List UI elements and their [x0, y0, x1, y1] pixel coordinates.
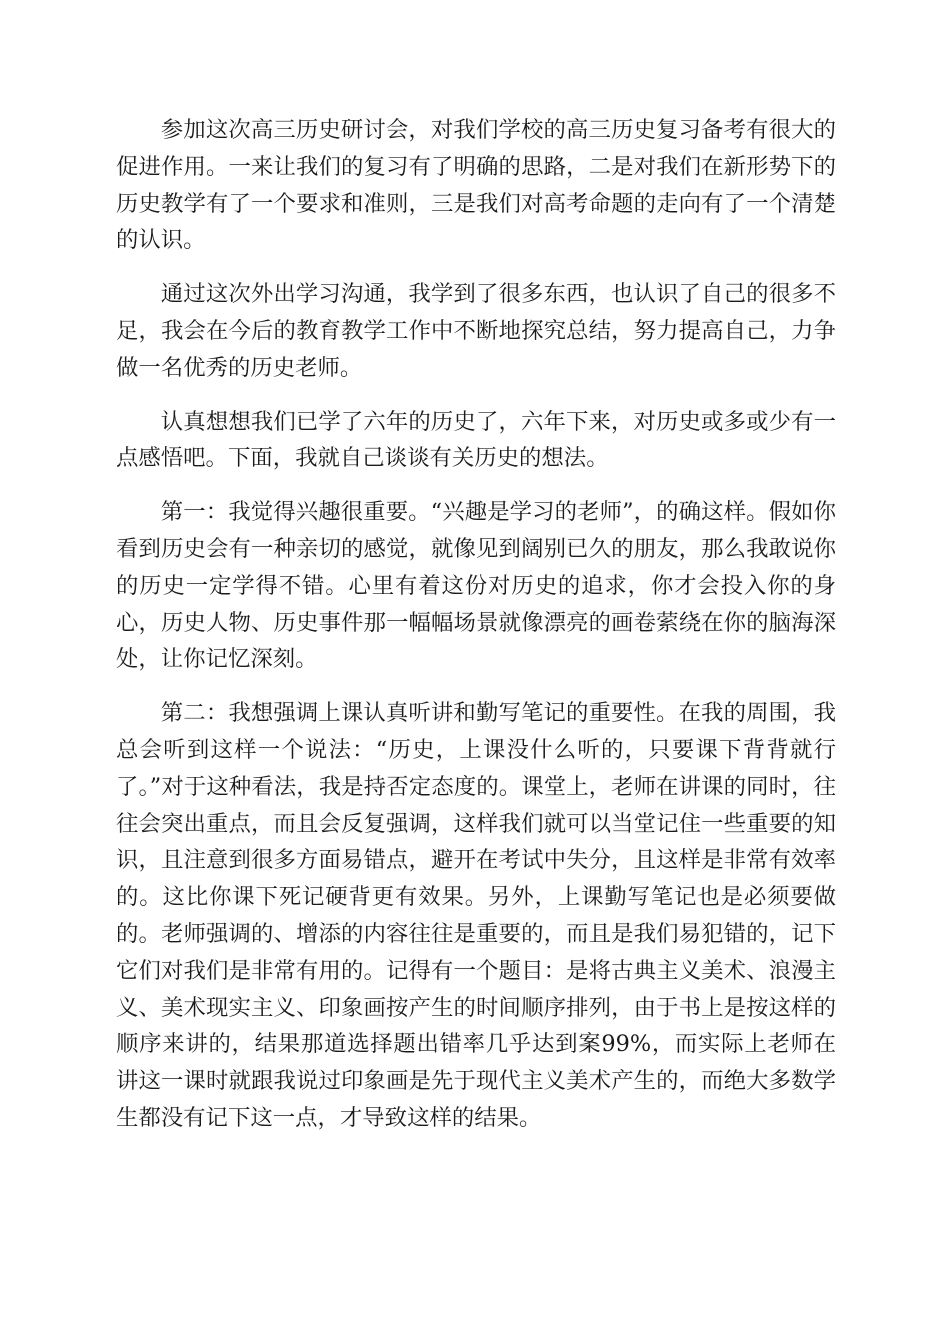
- paragraph-1: 参加这次高三历史研讨会，对我们学校的高三历史复习备考有很大的促进作用。一来让我们的复习有了明确的思路，二是对我们在新形势下的历史教学有了一个要求和准则，三是我们对高考命题的走向有了一个清楚的认识。: [116, 117, 836, 254]
- paragraph-3: 认真想想我们已学了六年的历史了，六年下来，对历史或多或少有一点感悟吧。下面，我就自己谈谈有关历史的想法。: [116, 408, 836, 472]
- paragraph-5: 第二：我想强调上课认真听讲和勤写笔记的重要性。在我的周围，我总会听到这样一个说法：“历史，上课没什么听的，只要课下背背就行了。”对于这种看法，我是持否定态度的。课堂上，老师在讲课的同时，往往会突出重点，而且会反复强调，这样我们就可以当堂记住一些重要的知识，且注意到很多方面易错点，避开在考试中失分，且这样是非常有效率的。这比你课下死记硬背更有效果。另外，上课勤写笔记也是必须要做的。老师强调的、增添的内容往往是重要的，而且是我们易犯错的，记下它们对我们是非常有用的。记得有一个题目：是将古典主义美术、浪漫主义、美术现实主义、印象画按产生的时间顺序排列，由于书上是按这样的顺序来讲的，结果那道选择题出错率几乎达到案99%，而实际上老师在讲这一课时就跟我说过印象画是先于现代主义美术产生的，而绝大多数学生都没有记下这一点，才导致这样的结果。: [116, 700, 836, 1131]
- paragraph-4: 第一：我觉得兴趣很重要。“兴趣是学习的老师”，的确这样。假如你看到历史会有一种亲切的感觉，就像见到阔别已久的朋友，那么我敢说你的历史一定学得不错。心里有着这份对历史的追求，你才会投入你的身心，历史人物、历史事件那一幅幅场景就像漂亮的画卷萦绕在你的脑海深处，让你记忆深刻。: [116, 499, 836, 673]
- document-page: [116, 112, 836, 1154]
- paragraph-2: 通过这次外出学习沟通，我学到了很多东西，也认识了自己的很多不足，我会在今后的教育教学工作中不断地探究总结，努力提高自己，力争做一名优秀的历史老师。: [116, 281, 836, 381]
